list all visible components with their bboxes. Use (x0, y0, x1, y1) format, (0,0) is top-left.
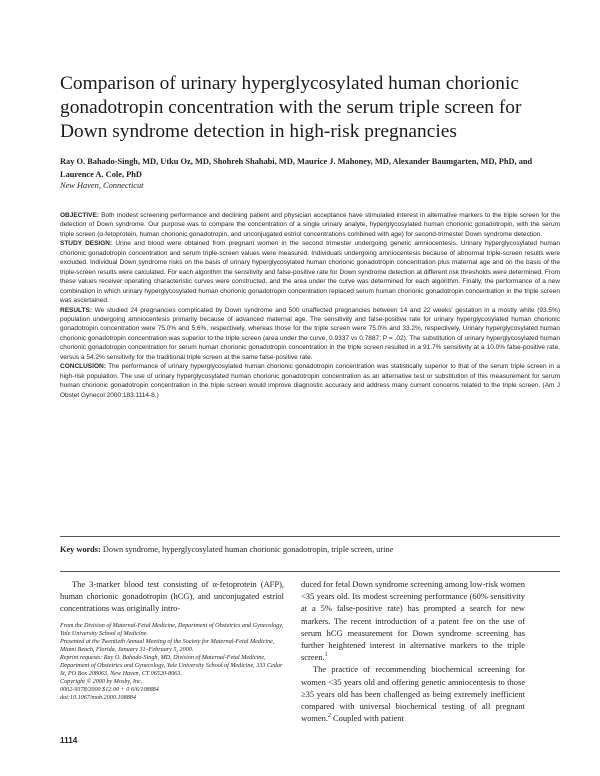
reference-1: 1 (324, 652, 328, 659)
abstract-results (60, 306, 560, 363)
footnote-affiliation: From the Division of Maternal-Fetal Medicine, Department of Obstetrics and Gynecology, Yale University School of Medicine. (60, 623, 284, 638)
footnote-copyright: Copyright © 2000 by Mosby, Inc. (60, 679, 143, 686)
footnote-reprints: Reprint requests: Ray O. Bahado-Singh, MD, Division of Maternal-Fetal Medicine, Department of Obstetrics and Gynecology, Yale University School of Medicine, 333 Cedar St, PO Box 208063, New Haven, CT 06520-8063. (60, 655, 283, 678)
study-design-heading: STUDY DESIGN: (60, 240, 113, 248)
objective-text: Both modest screening performance and declining patient and physician acceptance have stimulated interest in alternative markers to the triple screen for the detection of Down syndrome. Our purpose was to compare the concentration of a single urinary analyte, hyperglycosylated human chorionic gonadotropin, with the serum triple screen (α-fetoprotein, human chorionic gonadotropin, and unconjugated estriol concentrations combined with age) for second-trimester Down syndrome detection. (60, 212, 560, 238)
footnote-presented: Presented at the Twentieth Annual Meeting of the Society for Maternal-Fetal Medicine, Miami Beach, Florida, January 31–February 5, 2000. (60, 639, 275, 654)
abstract-divider-bottom (60, 571, 560, 572)
footnote-issn: 0002-9378/2000 $12.00 + 0 6/6/108884 (60, 687, 159, 694)
intro-continued-text: duced for fetal Down syndrome screening among low-risk women <35 years old. Its modest screening performance (60% sensitivity at a 5% false-positive rate) has prompted a search for new markers. The recent introduction of a patent fee on the use of serum hCG measurement for Down syndrome screening has further heightened interest in alternative markers to the triple screen. (301, 579, 526, 663)
footnote-doi: doi:10.1067/mob.2000.108884 (60, 695, 136, 702)
article-title: Comparison of urinary hyperglycosylated human chorionic gonadotropin concentration with the serum triple screen for Down syndrome detection in high-risk pregnancies (60, 73, 522, 143)
study-design-text: Urine and blood were obtained from pregnant women in the second trimester undergoing genetic amniocentesis. Urinary hyperglycosylated human chorionic gonadotropin concentration and serum triple-screen values were measured. Individuals undergoing amniocentesis because of abnormal triple-screen results were excluded. Individual Down syndrome risks on the basis of urinary hyperglycosylated human chorionic gonadotropin concentration plus maternal age and on the basis of the triple-screen results were calculated. For each algorithm the sensitivity and false-positive rate for Down syndrome detection at different risk thresholds were determined. From these values receiver operating characteristic curves were constructed, and the area under the curve was determined for each algorithm. Finally, the performance of a new combination in which urinary hyperglycosylated human chorionic gonadotropin concentration replaced serum human chorionic gonadotropin concentration in the triple screen was ascertained. (60, 240, 561, 305)
author-list: Ray O. Bahado-Singh, MD, Utku Oz, MD, Shohreh Shahabi, MD, Maurice J. Mahoney, MD, Alexander Baumgarten, MD, PhD, and Laurence A. Cole, PhD (60, 157, 533, 179)
abstract-conclusion (60, 362, 560, 400)
intro-paragraph-continued (301, 578, 525, 663)
author-location: New Haven, Connecticut (60, 181, 144, 190)
abstract (60, 211, 560, 400)
page-number: 1114 (60, 736, 78, 745)
intro-paragraph-start: The 3-marker blood test consisting of α-fetoprotein (AFP), human chorionic gonadotropin (hCG), and unconjugated estriol concentrations was originally intro- (60, 579, 284, 614)
footnotes (60, 622, 284, 702)
abstract-divider-top (60, 536, 560, 537)
keywords-label: Key words: (60, 545, 101, 554)
objective-heading: OBJECTIVE: (60, 212, 100, 219)
conclusion-heading: CONCLUSION: (60, 363, 106, 371)
results-heading: RESULTS: (60, 306, 93, 314)
conclusion-text: The performance of urinary hyperglycosylated human chorionic gonadotropin concentration was statistically superior to that of the serum triple screen in a high-risk population. The use of urinary hyperglycosylated human chorionic gonadotropin concentration as an alternative test or substitution of this measurement for serum human chorionic gonadotropin concentration in the triple screen would improve diagnostic accuracy and address many current concerns related to the triple screen. (Am J Obstet Gynecol 2000;183:1114-8.) (60, 363, 560, 399)
abstract-objective (60, 211, 560, 239)
second-paragraph-tail: Coupled with patient (330, 713, 404, 724)
results-text: We studied 24 pregnancies complicated by Down syndrome and 500 unaffected pregnancies between 14 and 22 weeks' gestation in a mostly white (93.5%) population undergoing amniocentesis primarily because of advanced maternal age. The sensitivity and false-positive rate for urinary hyperglycosylated human chorionic gonadotropin concentration were 75.0% and 5.6%, respectively, whereas those for the triple screen were 75.0% and 33.2%, respectively. Urinary hyperglycosylated human chorionic gonadotropin concentration was superior to the triple screen (area under the curve, 0.9337 vs 0.7887; P = .02). The substitution of urinary hyperglycosylated human chorionic gonadotropin concentration for serum human chorionic gonadotropin concentration in the triple screen resulted in a 91.7% sensitivity at a 10.0% false-positive rate, versus a 54.2% sensitivity for the traditional triple screen at the same false-positive rate. (60, 306, 560, 361)
second-paragraph-text: The practice of recommending biochemical screening for women <35 years old and offering genetic amniocentesis to those ≥35 years old has been challenged as being extremely inefficient compared with universal biochemical testing of all pregnant women. (301, 664, 525, 724)
keywords (60, 544, 550, 556)
reference-2: 2 (327, 713, 331, 720)
second-paragraph (301, 663, 525, 724)
abstract-study-design (60, 239, 560, 305)
keywords-text: Down syndrome, hyperglycosylated human chorionic gonadotropin, triple screen, urine (102, 545, 394, 554)
right-column (301, 578, 525, 724)
